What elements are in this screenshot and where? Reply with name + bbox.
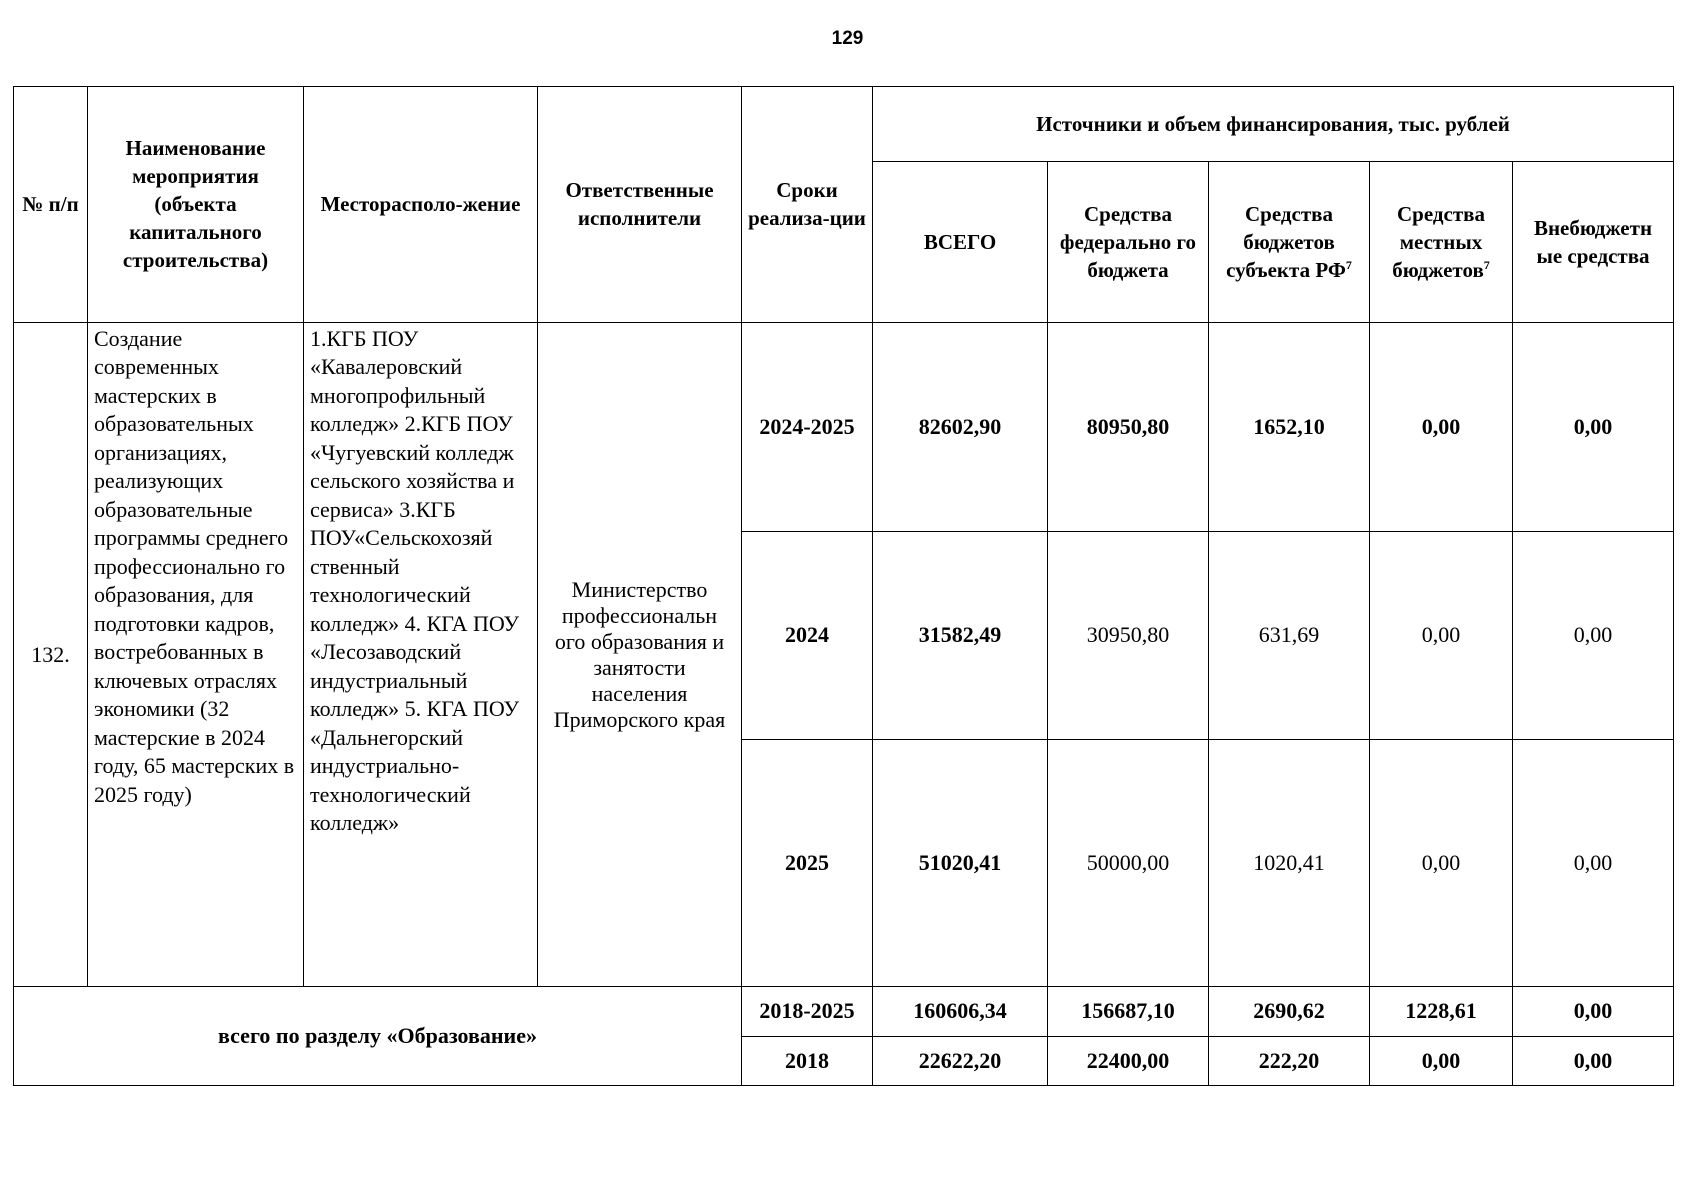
- item-number: 132.: [14, 322, 88, 986]
- cell-total: 160606,34: [873, 987, 1048, 1036]
- header-location: Месторасполо-жение: [304, 87, 538, 323]
- cell-total: 31582,49: [873, 531, 1048, 740]
- item-name: Создание современных мастерских в образовательных организациях, реализующих образовательные программы среднего профессионально го образования, для подготовки кадров, востребованных в ключевых отраслях экономики (32 мастерские в 2024 году, 65 мастерских в 2025 году): [88, 322, 304, 986]
- financing-table: [13, 86, 1674, 1086]
- cell-federal: 30950,80: [1048, 531, 1209, 740]
- cell-federal: 50000,00: [1048, 740, 1209, 987]
- header-num: № п/п: [14, 87, 88, 323]
- cell-total: 82602,90: [873, 322, 1048, 531]
- section-total-row: [14, 987, 1674, 1036]
- cell-subject: 1652,10: [1209, 322, 1370, 531]
- header-name: Наименование мероприятия (объекта капитального строительства): [88, 87, 304, 323]
- cell-subject: 631,69: [1209, 531, 1370, 740]
- cell-extra: 0,00: [1513, 1036, 1674, 1085]
- cell-extra: 0,00: [1513, 531, 1674, 740]
- cell-total: 22622,20: [873, 1036, 1048, 1085]
- cell-local: 0,00: [1370, 1036, 1513, 1085]
- item-executor: Министерство профессиональн ого образования и занятости населения Приморского края: [538, 322, 742, 986]
- header-subject: [1209, 161, 1370, 322]
- page-number: 129: [831, 28, 864, 49]
- header-subject-footnote: 7: [1345, 257, 1352, 272]
- cell-federal: 22400,00: [1048, 1036, 1209, 1085]
- cell-local: 1228,61: [1370, 987, 1513, 1036]
- cell-subject: 1020,41: [1209, 740, 1370, 987]
- cell-period: 2024: [742, 531, 873, 740]
- cell-period: 2024-2025: [742, 322, 873, 531]
- cell-period: 2018-2025: [742, 987, 873, 1036]
- section-total-label: всего по разделу «Образование»: [14, 987, 742, 1086]
- header-local: [1370, 161, 1513, 322]
- cell-period: 2018: [742, 1036, 873, 1085]
- cell-extra: 0,00: [1513, 740, 1674, 987]
- table-row: [14, 322, 1674, 531]
- cell-total: 51020,41: [873, 740, 1048, 987]
- header-local-label: Средства местных бюджетов: [1392, 201, 1485, 282]
- header-federal: Средства федерально го бюджета: [1048, 161, 1209, 322]
- cell-extra: 0,00: [1513, 322, 1674, 531]
- cell-federal: 80950,80: [1048, 322, 1209, 531]
- header-financing-group: Источники и объем финансирования, тыс. рублей: [873, 87, 1674, 162]
- cell-local: 0,00: [1370, 531, 1513, 740]
- cell-local: 0,00: [1370, 322, 1513, 531]
- cell-extra: 0,00: [1513, 987, 1674, 1036]
- cell-subject: 222,20: [1209, 1036, 1370, 1085]
- header-total: ВСЕГО: [873, 161, 1048, 322]
- header-local-footnote: 7: [1483, 257, 1490, 272]
- cell-local: 0,00: [1370, 740, 1513, 987]
- cell-subject: 2690,62: [1209, 987, 1370, 1036]
- header-extra: Внебюджетн ые средства: [1513, 161, 1674, 322]
- header-executors: Ответственные исполнители: [538, 87, 742, 323]
- cell-federal: 156687,10: [1048, 987, 1209, 1036]
- header-subject-label: Средства бюджетов субъекта РФ: [1226, 201, 1346, 282]
- cell-period: 2025: [742, 740, 873, 987]
- header-terms: Сроки реализа-ции: [742, 87, 873, 323]
- item-location: 1.КГБ ПОУ «Кавалеровский многопрофильный колледж» 2.КГБ ПОУ «Чугуевский колледж сельского хозяйства и сервиса» 3.КГБ ПОУ«Сельскохозяй ственный технологический колледж» 4. КГА ПОУ «Лесозаводский индустриальный колледж» 5. КГА ПОУ «Дальнегорский индустриально-технологический колледж»: [304, 322, 538, 986]
